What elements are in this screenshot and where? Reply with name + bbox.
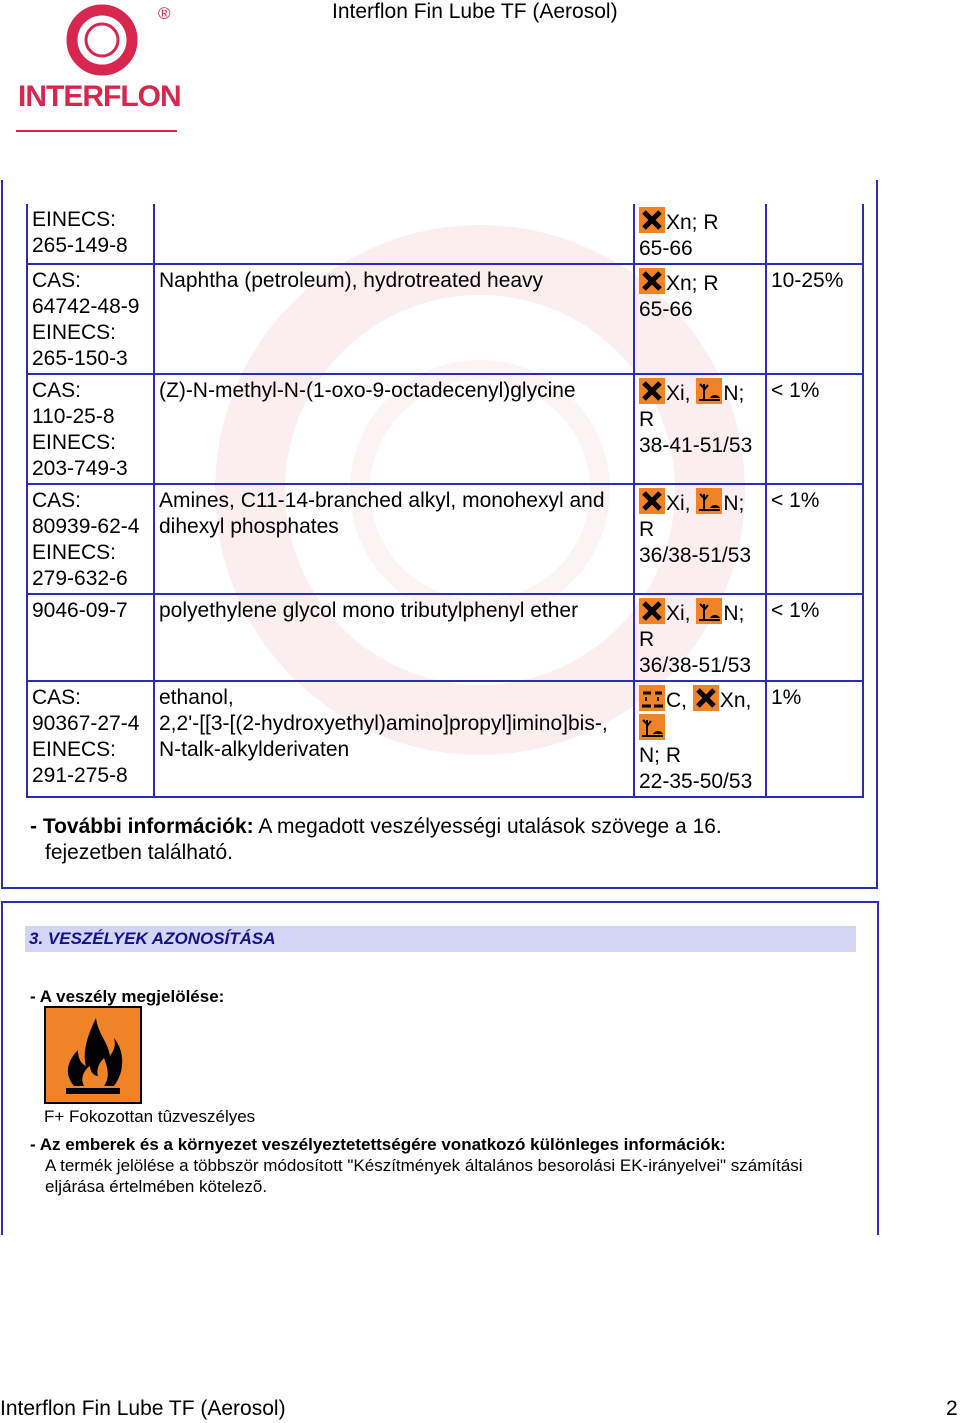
component-concentration: < 1% [766,594,863,681]
classification-code: Xn; R [666,211,719,234]
classification-code: Xi, [666,492,697,515]
n-icon [696,598,722,624]
component-classification [634,264,766,374]
further-info [30,814,810,866]
component-classification [634,204,766,264]
component-row [27,681,863,797]
component-name: (Z)-N-methyl-N-(1-oxo-9-octadecenyl)glycine [154,374,634,484]
xn-icon [639,268,665,294]
risk-phrases: N; R 22-35-50/53 [639,744,753,793]
header-title: Interflon Fin Lube TF (Aerosol) [332,0,618,23]
xi-icon [639,378,665,404]
xi-icon [639,488,665,514]
component-identifier: CAS: 80939-62-4 EINECS: 279-632-6 [27,484,154,594]
classification-code: N; R [639,382,745,431]
component-name [154,204,634,264]
xi-icon [639,598,665,624]
risk-phrases: 36/38-51/53 [639,544,752,567]
classification-code: N; R [639,492,745,541]
component-identifier: CAS: 110-25-8 EINECS: 203-749-3 [27,374,154,484]
n-icon [696,378,722,404]
logo-wordmark: INTERFLON [18,80,181,113]
registered-mark: ® [158,4,171,23]
special-info-label: - Az emberek és a környezet veszélyeztetettségére vonatkozó különleges információk: [30,1135,726,1154]
section3-title: 3. VESZÉLYEK AZONOSÍTÁSA [29,929,276,948]
component-identifier: EINECS: 265-149-8 [27,204,154,264]
classification-code: Xi, [666,602,697,625]
special-info-text: A termék jelölése a többször módosított "Készítmények általános besorolási EK-irányelvei" számítási [45,1156,803,1175]
composition-table [26,204,864,798]
further-info-label: - További információk: [30,815,254,838]
component-classification [634,374,766,484]
component-concentration: < 1% [766,484,863,594]
component-classification [634,681,766,797]
component-identifier: CAS: 64742-48-9 EINECS: 265-150-3 [27,264,154,374]
section3-header [25,926,856,952]
classification-code: N; R [639,602,745,651]
xn-icon [693,685,719,711]
flame-icon [44,1006,142,1104]
component-name: ethanol, 2,2'-[[3-[(2-hydroxyethyl)amino]propyl]imino]bis-, N-talk-alkylderivaten [154,681,634,797]
component-identifier: 9046-09-7 [27,594,154,681]
component-row [27,594,863,681]
component-row [27,264,863,374]
further-info-continuation: fejezetben található. [45,841,233,864]
component-row [27,374,863,484]
classification-code: Xn, [719,689,752,712]
interflon-logo [16,2,186,134]
special-info-text-2: eljárása értelmében kötelezõ. [45,1177,268,1196]
danger-label: - A veszély megjelölése: [30,987,225,1006]
component-concentration: < 1% [766,374,863,484]
classification-code: Xn; R [666,272,719,295]
classification-code: C, [666,689,693,712]
component-concentration: 10-25% [766,264,863,374]
risk-phrases: 65-66 [639,298,693,321]
component-name: polyethylene glycol mono tributylphenyl ether [154,594,634,681]
footer-title: Interflon Fin Lube TF (Aerosol) [0,1397,286,1420]
component-row [27,484,863,594]
component-name: Naphtha (petroleum), hydrotreated heavy [154,264,634,374]
c-icon [639,685,665,711]
risk-phrases: 65-66 [639,237,693,260]
classification-code: Xi, [666,382,697,405]
risk-phrases: 38-41-51/53 [639,434,753,457]
logo-underline [16,130,177,132]
xn-icon [639,207,665,233]
component-concentration [766,204,863,264]
special-info [30,1134,850,1197]
pictogram-caption: F+ Fokozottan tûzveszélyes [44,1107,256,1126]
risk-phrases: 36/38-51/53 [639,654,752,677]
component-row [27,204,863,264]
component-identifier: CAS: 90367-27-4 EINECS: 291-275-8 [27,681,154,797]
page-number: 2 [946,1397,958,1420]
component-concentration: 1% [766,681,863,797]
logo-ring-icon [54,2,154,82]
component-name: Amines, C11-14-branched alkyl, monohexyl and dihexyl phosphates [154,484,634,594]
further-info-text: A megadott veszélyességi utalások szövege a 16. [253,815,722,838]
component-classification [634,594,766,681]
n-icon [639,714,665,740]
n-icon [696,488,722,514]
component-classification [634,484,766,594]
